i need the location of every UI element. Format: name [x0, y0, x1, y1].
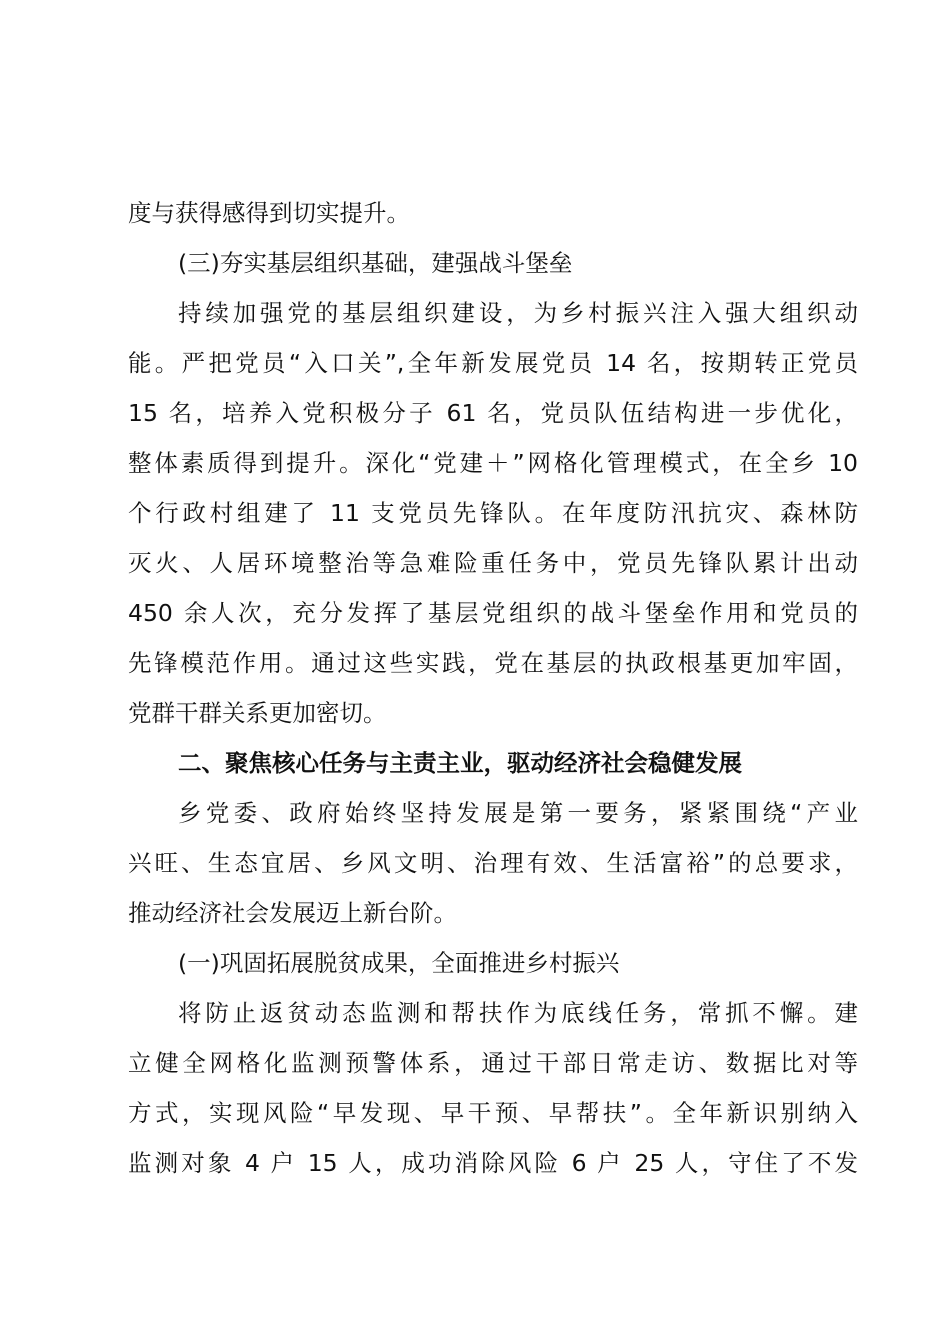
paragraph-line: 450 余人次，充分发挥了基层党组织的战斗堡垒作用和党员的	[128, 599, 858, 627]
section-heading: (三)夯实基层组织基础，建强战斗堡垒	[178, 249, 573, 277]
paragraph-line: 整体素质得到提升。深化“党建＋”网格化管理模式，在全乡 10	[128, 449, 858, 477]
paragraph-line: 先锋模范作用。通过这些实践，党在基层的执政根基更加牢固，	[128, 649, 858, 677]
paragraph-line: 监测对象 4 户 15 人，成功消除风险 6 户 25 人，守住了不发	[128, 1149, 858, 1177]
paragraph-line: 立健全网格化监测预警体系，通过干部日常走访、数据比对等	[128, 1049, 858, 1077]
paragraph-line: 推动经济社会发展迈上新台阶。	[128, 899, 457, 927]
chapter-heading: 二、聚焦核心任务与主责主业，驱动经济社会稳健发展	[178, 749, 742, 777]
paragraph-line: 将防止返贫动态监测和帮扶作为底线任务，常抓不懈。建	[178, 999, 858, 1027]
paragraph-line: 兴旺、生态宜居、乡风文明、治理有效、生活富裕”的总要求，	[128, 849, 858, 877]
paragraph-line: 灭火、人居环境整治等急难险重任务中，党员先锋队累计出动	[128, 549, 858, 577]
paragraph-line: 能。严把党员“入口关”,全年新发展党员 14 名，按期转正党员	[128, 349, 858, 377]
paragraph-line: 度与获得感得到切实提升。	[128, 199, 410, 227]
paragraph-line: 党群干群关系更加密切。	[128, 699, 387, 727]
paragraph-line: 乡党委、政府始终坚持发展是第一要务，紧紧围绕“产业	[178, 799, 858, 827]
paragraph-line: 持续加强党的基层组织建设，为乡村振兴注入强大组织动	[178, 299, 858, 327]
paragraph-line: 个行政村组建了 11 支党员先锋队。在年度防汛抗灾、森林防	[128, 499, 858, 527]
paragraph-line: 15 名，培养入党积极分子 61 名，党员队伍结构进一步优化，	[128, 399, 858, 427]
paragraph-line: 方式，实现风险“早发现、早干预、早帮扶”。全年新识别纳入	[128, 1099, 858, 1127]
section-heading: (一)巩固拓展脱贫成果，全面推进乡村振兴	[178, 949, 620, 977]
